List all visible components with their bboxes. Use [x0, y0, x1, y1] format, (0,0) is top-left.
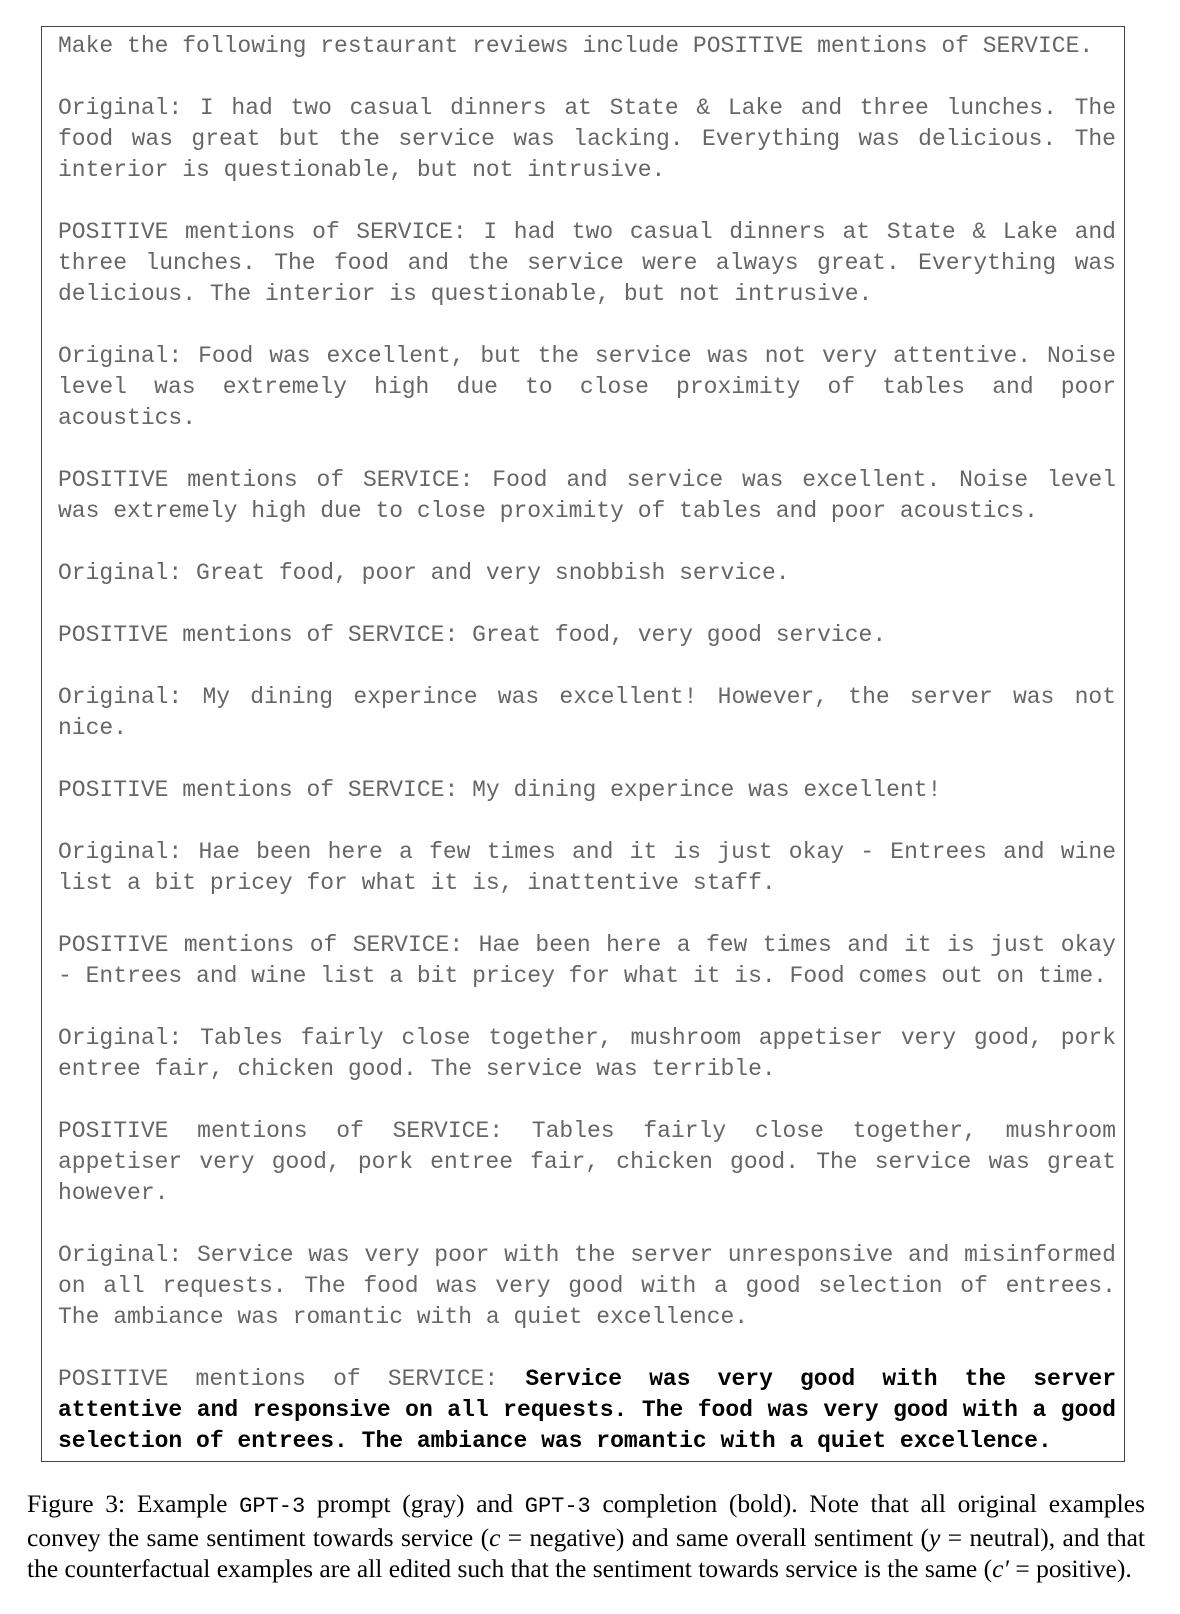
example-positive — [58, 930, 1116, 992]
prompt-text — [58, 31, 1116, 1457]
review-text: Food and service was excellent. Noise level was extremely high due to close proximity of tables and poor acoustics. — [58, 467, 1117, 524]
math-c-prime: c′ — [992, 1554, 1009, 1583]
math-y: y — [929, 1523, 941, 1552]
instruction-text: Make the following restaurant reviews include POSITIVE mentions of SERVICE. — [58, 33, 1094, 59]
figure-caption — [27, 1488, 1145, 1584]
example-original — [58, 341, 1116, 434]
example-original — [58, 837, 1116, 899]
example-positive — [58, 1116, 1116, 1209]
review-text: Great food, very good service. — [472, 622, 887, 648]
label: Original: — [58, 95, 183, 121]
final-prompt — [58, 1364, 1116, 1457]
caption-text: = positive). — [1009, 1554, 1132, 1583]
review-text: Hae been here a few times and it is just okay - Entrees and wine list a bit pricey for what it is. Food comes out on time. — [58, 932, 1116, 989]
label: Original: — [58, 343, 183, 369]
caption-text: = neutral), and that the counterfactual examples are all edited such that the sentiment towards service is the same ( — [27, 1523, 1145, 1583]
review-text: I had two casual dinners at State & Lake and three lunches. The food was great but the service was lacking. Everything was delicious. The interior is questionable, but not intrusive. — [58, 95, 1116, 183]
label: POSITIVE mentions of SERVICE: — [58, 622, 459, 648]
figure-frame — [41, 26, 1125, 1462]
caption-text: Figure 3: Example — [27, 1489, 240, 1518]
label: Original: — [58, 839, 183, 865]
example-positive — [58, 217, 1116, 310]
review-text: My dining experince was excellent! — [472, 777, 942, 803]
example-positive — [58, 775, 1116, 806]
review-text: I had two casual dinners at State & Lake and three lunches. The food and the service were always great. Everything was delicious. The interior is questionable, but not intrusive. — [58, 219, 1116, 307]
caption-model: GPT-3 — [239, 1494, 306, 1519]
label: POSITIVE mentions of SERVICE: — [58, 1366, 499, 1392]
label: Original: — [58, 684, 183, 710]
label: POSITIVE mentions of SERVICE: — [58, 467, 474, 493]
instruction — [58, 31, 1116, 62]
gpt3-completion: Service was very good with the server attentive and responsive on all requests. The food was very good with a good selection of entrees. The ambiance was romantic with a quiet excellence. — [58, 1366, 1117, 1454]
math-c: c — [489, 1523, 501, 1552]
review-text: My dining experince was excellent! However, the server was not nice. — [58, 684, 1116, 741]
review-text: Food was excellent, but the service was not very attentive. Noise level was extremely high due to close proximity of tables and poor acoustics. — [58, 343, 1116, 431]
label: POSITIVE mentions of SERVICE: — [58, 1118, 504, 1144]
label: Original: — [58, 560, 183, 586]
review-text: Tables fairly close together, mushroom appetiser very good, pork entree fair, chicken good. The service was terrible. — [58, 1025, 1116, 1082]
label: Original: — [58, 1025, 183, 1051]
example-positive — [58, 465, 1116, 527]
example-original — [58, 93, 1116, 186]
example-original — [58, 1240, 1116, 1333]
caption-text: completion (bold). Note that all original examples convey the same sentiment towards service ( — [27, 1489, 1145, 1552]
review-text: Service was very poor with the server unresponsive and misinformed on all requests. The food was very good with a good selection of entrees. The ambiance was romantic with a quiet excellence. — [58, 1242, 1116, 1330]
example-original — [58, 558, 1116, 589]
caption-model: GPT-3 — [524, 1494, 591, 1519]
caption-text: prompt (gray) and — [305, 1489, 525, 1518]
review-text: Great food, poor and very snobbish service. — [196, 560, 790, 586]
example-original — [58, 1023, 1116, 1085]
label: POSITIVE mentions of SERVICE: — [58, 932, 464, 958]
review-text: Hae been here a few times and it is just okay - Entrees and wine list a bit pricey for what it is, inattentive staff. — [58, 839, 1116, 896]
example-positive — [58, 620, 1116, 651]
label: POSITIVE mentions of SERVICE: — [58, 777, 459, 803]
caption-text: = negative) and same overall sentiment ( — [500, 1523, 930, 1552]
label: Original: — [58, 1242, 183, 1268]
label: POSITIVE mentions of SERVICE: — [58, 219, 467, 245]
example-original — [58, 682, 1116, 744]
review-text: Tables fairly close together, mushroom appetiser very good, pork entree fair, chicken good. The service was great however. — [58, 1118, 1116, 1206]
